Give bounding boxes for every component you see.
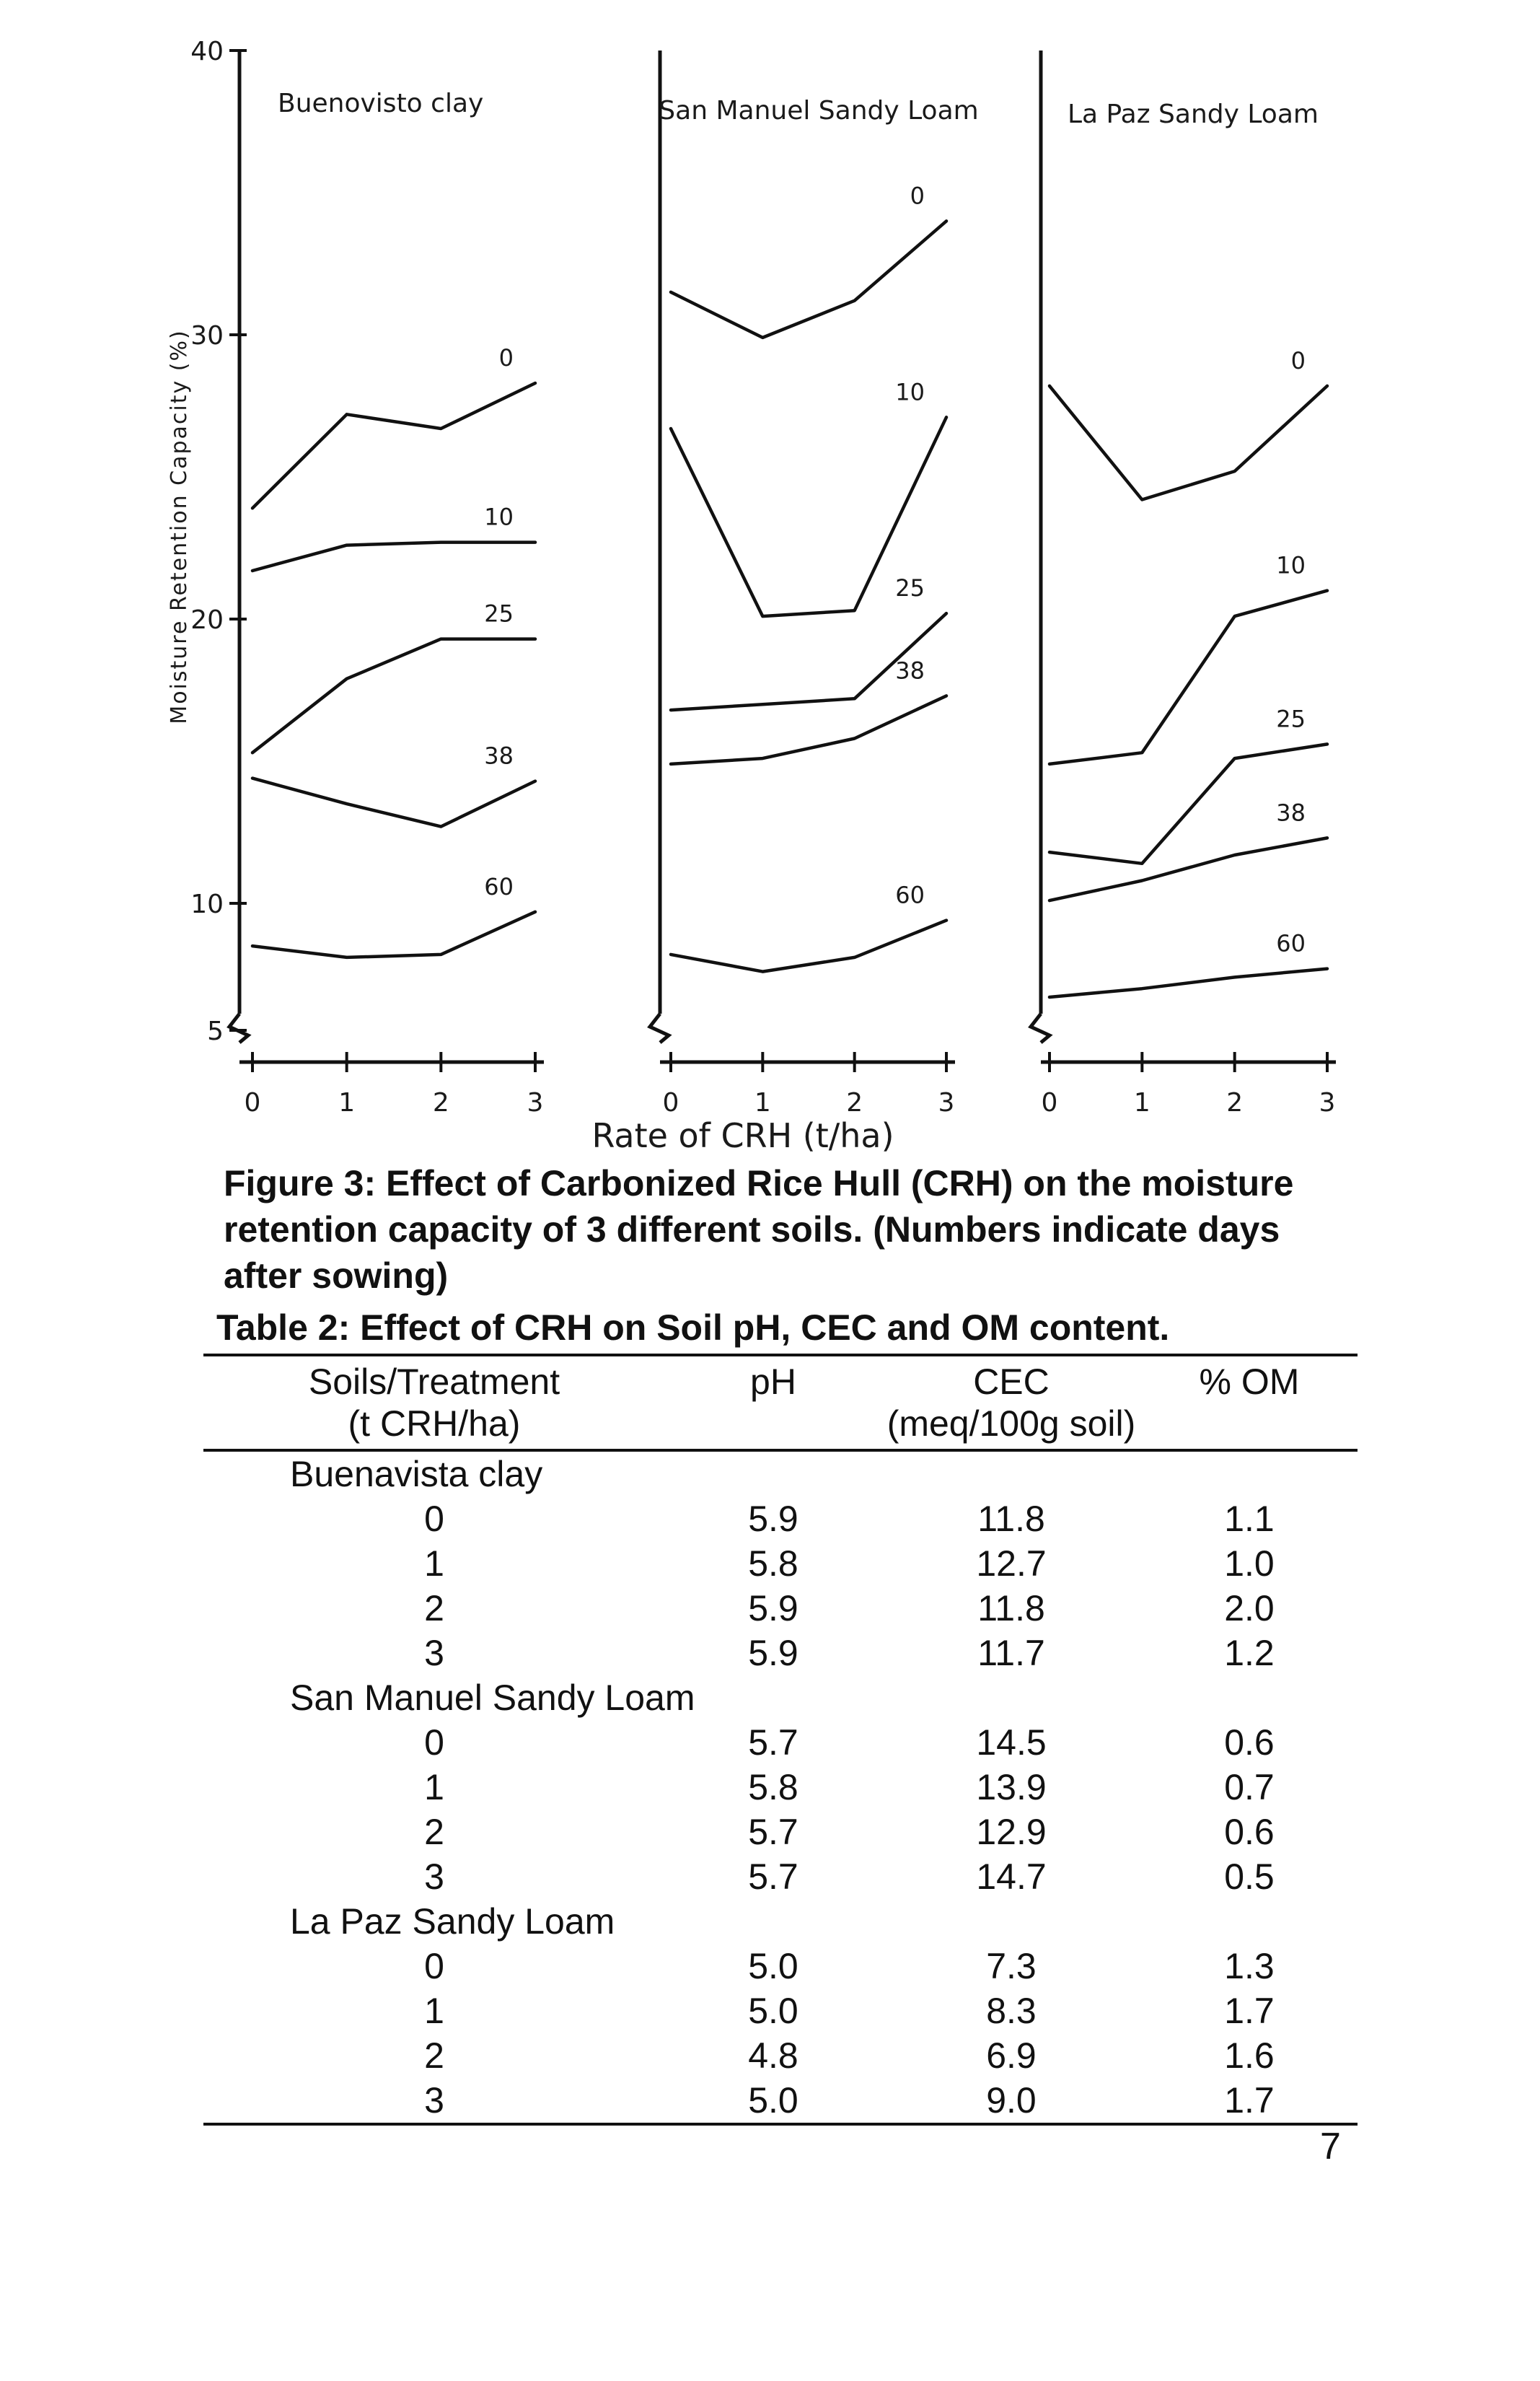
cell-om: 1.2 <box>1224 1633 1275 1673</box>
y-tick-label: 20 <box>190 605 224 635</box>
chart-panel <box>229 51 544 1118</box>
cell-rate: 3 <box>424 1633 444 1673</box>
header-soil-treatment: Soils/Treatment <box>203 1355 665 1403</box>
x-tick-label: 3 <box>938 1088 955 1118</box>
header-soil-unit: (t CRH/ha) <box>203 1403 665 1450</box>
series-line <box>1050 591 1327 764</box>
cell-ph: 5.8 <box>748 1543 798 1584</box>
cell-rate: 1 <box>424 1543 444 1584</box>
x-tick-label: 3 <box>527 1088 544 1118</box>
series-label: 10 <box>895 378 925 406</box>
table-row <box>203 1496 1358 1541</box>
cell-ph: 5.8 <box>748 1767 798 1807</box>
cell-cec: 6.9 <box>986 2035 1037 2076</box>
axis-break <box>229 1014 248 1043</box>
cell-cec: 11.8 <box>977 1588 1045 1628</box>
cell-cec: 14.7 <box>976 1856 1047 1897</box>
cell-cec: 12.9 <box>976 1812 1047 1852</box>
series-label: 10 <box>484 503 514 531</box>
cell-ph: 4.8 <box>748 2035 798 2076</box>
series-label: 25 <box>895 574 925 602</box>
cell-om: 1.6 <box>1224 2035 1275 2076</box>
series-label: 25 <box>484 600 514 628</box>
table-group-row <box>203 1899 1358 1944</box>
x-tick-label: 1 <box>754 1088 771 1118</box>
series-label: 60 <box>895 881 925 909</box>
cell-cec: 7.3 <box>986 1946 1037 1986</box>
soil-group-label: La Paz Sandy Loam <box>290 1901 615 1942</box>
cell-rate: 2 <box>424 1812 444 1852</box>
cell-cec: 12.7 <box>976 1543 1047 1584</box>
table-group-row <box>203 1450 1358 1496</box>
x-tick-label: 2 <box>1226 1088 1244 1118</box>
cell-om: 0.7 <box>1224 1767 1275 1807</box>
cell-ph: 5.0 <box>748 1946 798 1986</box>
cell-cec: 11.8 <box>977 1499 1045 1539</box>
y-axis-label: Moisture Retention Capacity (%) <box>167 329 192 724</box>
table-title: Table 2: Effect of CRH on Soil pH, CEC and OM content. <box>216 1307 1170 1348</box>
series-line <box>252 639 535 753</box>
cell-rate: 1 <box>424 1767 444 1807</box>
cell-ph: 5.0 <box>665 2078 881 2124</box>
cell-rate: 3 <box>203 2078 665 2124</box>
cell-cec: 8.3 <box>986 1991 1037 2031</box>
series-label: 38 <box>895 657 925 685</box>
soil-group-label: San Manuel Sandy Loam <box>290 1678 695 1718</box>
cell-cec: 14.5 <box>976 1722 1047 1763</box>
chart-panel <box>650 51 979 1118</box>
y-tick-label: 40 <box>190 37 224 66</box>
x-tick-label: 2 <box>432 1088 449 1118</box>
series-line <box>252 543 535 571</box>
series-line <box>1050 386 1327 500</box>
table-body <box>203 1450 1358 2124</box>
cell-om: 0.6 <box>1224 1722 1275 1763</box>
figure-caption: Figure 3: Effect of Carbonized Rice Hull (CRH) on the moisture retention capacity of 3 different soils. (Numbers indicate days after sowing) <box>224 1163 1294 1296</box>
header-om: % OM <box>1141 1355 1358 1403</box>
moisture-retention-chart <box>0 0 1540 1154</box>
table-row <box>203 2078 1358 2124</box>
series-label: 0 <box>1290 346 1306 374</box>
cell-cec: 9.0 <box>881 2078 1141 2124</box>
series-label: 0 <box>498 343 514 372</box>
series-line <box>252 912 535 957</box>
cell-ph: 5.0 <box>748 1991 798 2031</box>
x-tick-label: 3 <box>1319 1088 1336 1118</box>
x-tick-label: 1 <box>1133 1088 1150 1118</box>
series-label: 60 <box>484 872 514 900</box>
series-label: 25 <box>1276 705 1306 733</box>
cell-om: 0.6 <box>1224 1812 1275 1852</box>
series-line <box>252 779 535 827</box>
cell-rate: 1 <box>424 1991 444 2031</box>
page-number: 7 <box>1320 2126 1341 2167</box>
series-label: 60 <box>1276 929 1306 957</box>
cell-ph: 5.9 <box>748 1633 798 1673</box>
y-tick-label: 10 <box>190 890 224 919</box>
cell-om: 1.3 <box>1224 1946 1275 1986</box>
cell-rate: 0 <box>424 1722 444 1763</box>
cell-ph: 5.9 <box>748 1499 798 1539</box>
cell-cec: 13.9 <box>976 1767 1047 1807</box>
series-line <box>671 221 946 338</box>
cell-rate: 2 <box>424 1588 444 1628</box>
chart-panel <box>1031 51 1336 1118</box>
cell-om: 1.0 <box>1224 1543 1275 1584</box>
axis-break <box>650 1014 669 1043</box>
cell-om: 1.7 <box>1141 2078 1358 2124</box>
cell-rate: 3 <box>424 1856 444 1897</box>
header-om-unit <box>1141 1403 1358 1450</box>
x-tick-label: 0 <box>1041 1088 1058 1118</box>
x-axis-label: Rate of CRH (t/ha) <box>591 1116 894 1154</box>
series-label: 0 <box>910 182 925 210</box>
header-ph-unit <box>665 1403 881 1450</box>
cell-ph: 5.7 <box>748 1856 798 1897</box>
panel-title: Buenovisto clay <box>278 89 484 118</box>
panel-title: San Manuel Sandy Loam <box>659 96 979 126</box>
table-row <box>203 1854 1358 1899</box>
table-row <box>203 1720 1358 1765</box>
cell-rate: 0 <box>424 1946 444 1986</box>
table-row <box>203 1810 1358 1854</box>
series-label: 38 <box>484 742 514 770</box>
header-cec-unit: (meq/100g soil) <box>881 1403 1141 1450</box>
cell-om: 0.5 <box>1224 1856 1275 1897</box>
series-line <box>1050 969 1327 997</box>
series-label: 38 <box>1276 799 1306 827</box>
series-label: 10 <box>1276 551 1306 579</box>
x-tick-label: 0 <box>662 1088 679 1118</box>
x-tick-label: 0 <box>244 1088 261 1118</box>
table-row <box>203 1944 1358 1988</box>
series-line <box>252 383 535 508</box>
table-row <box>203 1541 1358 1586</box>
axis-break <box>1031 1014 1050 1043</box>
cell-om: 1.7 <box>1224 1991 1275 2031</box>
soil-properties-table <box>203 1354 1358 2126</box>
header-ph: pH <box>665 1355 881 1403</box>
soil-group-label: Buenavista clay <box>290 1454 543 1494</box>
cell-ph: 5.7 <box>748 1812 798 1852</box>
cell-rate: 0 <box>424 1499 444 1539</box>
cell-cec: 11.7 <box>977 1633 1045 1673</box>
table-group-row <box>203 1675 1358 1720</box>
cell-om: 1.1 <box>1224 1499 1275 1539</box>
y-tick-label: 5 <box>207 1017 224 1046</box>
table-row <box>203 1631 1358 1675</box>
table-row <box>203 1765 1358 1810</box>
x-tick-label: 1 <box>338 1088 356 1118</box>
cell-rate: 2 <box>424 2035 444 2076</box>
series-line <box>671 921 946 972</box>
cell-ph: 5.9 <box>748 1588 798 1628</box>
x-tick-label: 2 <box>846 1088 863 1118</box>
panel-title: La Paz Sandy Loam <box>1068 100 1319 129</box>
series-line <box>1050 838 1327 900</box>
header-cec: CEC <box>881 1355 1141 1403</box>
y-tick-label: 30 <box>190 321 224 351</box>
table-row <box>203 2033 1358 2078</box>
table-row <box>203 1988 1358 2033</box>
cell-ph: 5.7 <box>748 1722 798 1763</box>
cell-om: 2.0 <box>1224 1588 1275 1628</box>
table-row <box>203 1586 1358 1631</box>
